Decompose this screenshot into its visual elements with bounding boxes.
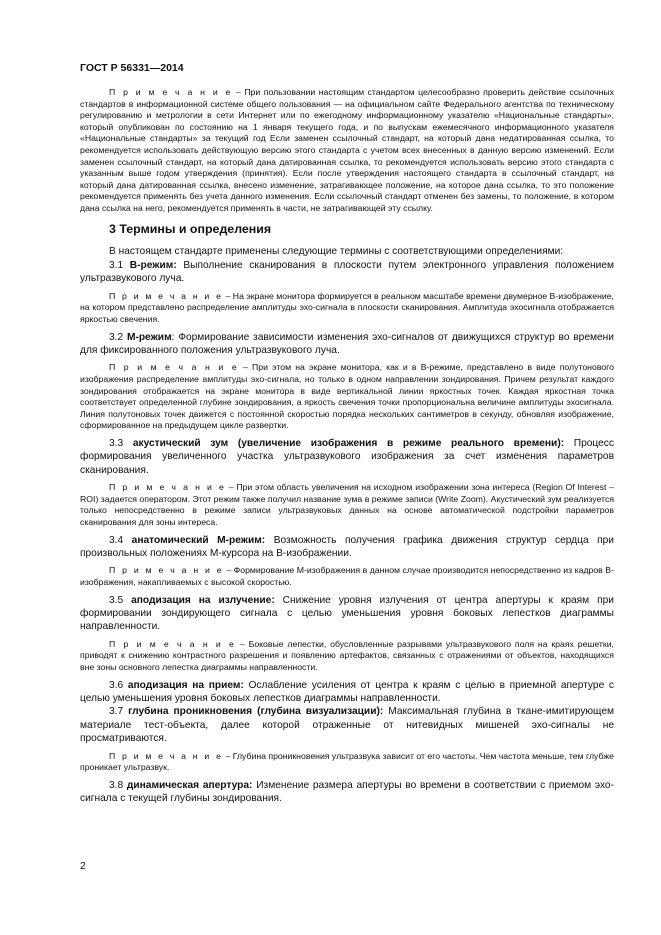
term-name: М-режим — [126, 331, 172, 343]
note-label: П р и м е ч а н и е — [109, 565, 224, 576]
term-number: 3.4 — [109, 534, 132, 546]
term-definition — [80, 705, 614, 745]
term-note — [80, 751, 614, 774]
page-number: 2 — [80, 860, 86, 872]
term-name: анатомический М-режим: — [131, 534, 266, 546]
term-name: глубина проникновения (глубина визуализации): — [128, 706, 384, 718]
term-name: акустический зум (увеличение изображения в режиме реального времени): — [132, 437, 565, 449]
term-note — [80, 362, 614, 432]
note-text: – При этом на экране монитора, как и в В-режиме, представлено в виде полутонового изображения распределение амплитуды эхо-сигнала, но только в одном направлении зондирования. Причем результат каждого зондирования отображается на экране монитора в виде вертикальной линии яркостных точек. Каждая яркостная точка соответствует определенной глубине зондирования, а яркость свечения точки пропорциональна величине амплитуды эхосигнала. Линия полутоновых точек движется с постоянной скоростью порядка нескольких сантиметров в секунду, обновляя изображение, сформированное на предыдущем цикле развертки. — [80, 362, 614, 431]
term-name: аподизация на прием: — [127, 679, 244, 691]
note-label: П р и м е ч а н и е — [109, 290, 224, 301]
term-number: 3.3 — [109, 437, 133, 449]
note-text: – Глубина проникновения ультразвука зависит от его частоты. Чем частота меньше, тем глубже проникает ультразвук. — [80, 750, 614, 773]
term-number: 3.5 — [109, 594, 132, 606]
term-definition — [80, 331, 614, 358]
document-page — [80, 62, 614, 806]
note-label: П р и м е ч а н и е — [109, 638, 237, 649]
term-text: Процесс формирования увеличенного участка ультразвукового изображения за счет изменения параметров сканирования. — [80, 437, 614, 476]
term-number: 3.2 — [109, 331, 127, 343]
term-definition — [80, 534, 614, 561]
term-number: 3.1 — [109, 259, 130, 271]
document-header: ГОСТ Р 56331—2014 — [80, 62, 184, 74]
term-text: Изменение размера апертуры во времени в соответствии с приемом эхо-сигнала с текущей глубины зондирования. — [80, 779, 614, 805]
note-text: – Боковые лепестки, обусловленные разрывами ультразвукового поля на краях решетки, приводят к снижению контрастного разрешения и появлению артефактов, связанных с отражениями от объектов, находящихся вне зоны основного лепестка диаграммы направленности. — [80, 638, 614, 672]
term-definition — [80, 437, 614, 477]
term-number: 3.8 — [109, 779, 127, 791]
note-label: П р и м е ч а н и е — [109, 87, 233, 97]
term-text: Ослабление усиления от центра к краям с целью в приемной апертуре с целью уменьшения уровня боковых лепестков диаграммы направленности. — [80, 679, 614, 704]
section-intro: В настоящем стандарте применены следующие термины с соответствующими определениями: — [109, 245, 564, 257]
term-note — [80, 565, 614, 588]
intro-note — [80, 87, 614, 215]
term-number: 3.7 — [109, 706, 129, 718]
term-number: 3.6 — [109, 679, 128, 691]
note-text: – При этом область увеличения на исходном изображении зона интереса (Region Of Interest – ROI) задается оператором. Этот режим также получил название зума в режиме записи (Write Zoom). Акустический зум реализуется только непосредственно в режиме записи ультразвуковых данных на основе автоматической подстройки параметров сканирования для зоны интереса. — [80, 482, 614, 527]
term-name: динамическая апертура: — [126, 779, 253, 791]
note-text: – Формирование М-изображения в данном случае производится непосредственно из кадров В-изображения, накапливаемых с высокой скоростью. — [80, 565, 614, 587]
note-text: – При пользовании настоящим стандартом целесообразно проверить действие ссылочных стандартов в информационной системе общего пользования — на официальном сайте Федерального агентства по техническому регулированию и метрологии в сети Интернет или по ежегодному информационному указателю «Национальные стандарты», который опубликован по состоянию на 1 января текущего года, и по выпускам ежемесячного информационного указателя «Национальные стандарты» за текущий год Если заменен ссылочный стандарт, на который дана недатированная ссылка, то рекомендуется использовать действующую версию этого стандарта с учетом всех внесенных в данную версию изменений. Если заменен ссылочный стандарт, на который дана датированная ссылка, то рекомендуется использовать версию этого стандарта с указанным выше годом утверждения (принятия). Если после утверждения настоящего стандарта в ссылочный стандарт, на который дана датированная ссылка, внесено изменение, затрагивающее положение, на которое дана ссылка, то это положение рекомендуется применять без учета данного изменения. Если ссылочный стандарт отменен без замены, то положение, в котором дана ссылка на него, рекомендуется применять в части, не затрагивающей эту ссылку. — [80, 87, 614, 213]
term-note — [80, 639, 614, 674]
section-heading: 3 Термины и определения — [109, 221, 272, 236]
term-definition — [80, 594, 614, 634]
term-name: аподизация на излучение: — [131, 594, 275, 606]
term-text: : Формирование зависимости изменения эхо-сигналов от движущихся структур во времени для фиксированного положения ультразвукового луча. — [80, 331, 614, 356]
term-note — [80, 482, 614, 528]
term-text: Выполнение сканирования в плоскости путем электронного управления положением ультразвукового луча. — [80, 259, 614, 285]
term-definition — [80, 259, 614, 286]
term-definition — [80, 779, 614, 806]
term-text: Снижение уровня излучения от центра апертуры к краям при формировании зондирующего сигнала с целью уменьшения уровня боковых лепестков диаграммы направленности. — [80, 594, 614, 633]
note-text: – На экране монитора формируется в реальном масштабе времени двумерное В-изображение, на котором представлено распределение амплитуды эхо-сигнала в плоскости сканирования. Амплитуда эхосигнала отображается яркостью свечения. — [80, 290, 614, 324]
term-definition — [80, 679, 614, 706]
term-note — [80, 291, 614, 326]
note-label: П р и м е ч а н и е — [109, 750, 224, 761]
note-label: П р и м е ч а н и е — [109, 362, 239, 373]
term-name: В-режим: — [129, 259, 177, 271]
term-text: Возможность получения графика движения структур сердца при произвольных положениях М-курсора на В-изображении. — [80, 534, 614, 559]
term-text: Максимальная глубина в ткане-имитирующем материале тест-объекта, далее которой отраженные от нитевидных мишеней эхо-сигналы не просматриваются. — [80, 706, 614, 745]
note-label: П р и м е ч а н и е — [109, 482, 227, 493]
